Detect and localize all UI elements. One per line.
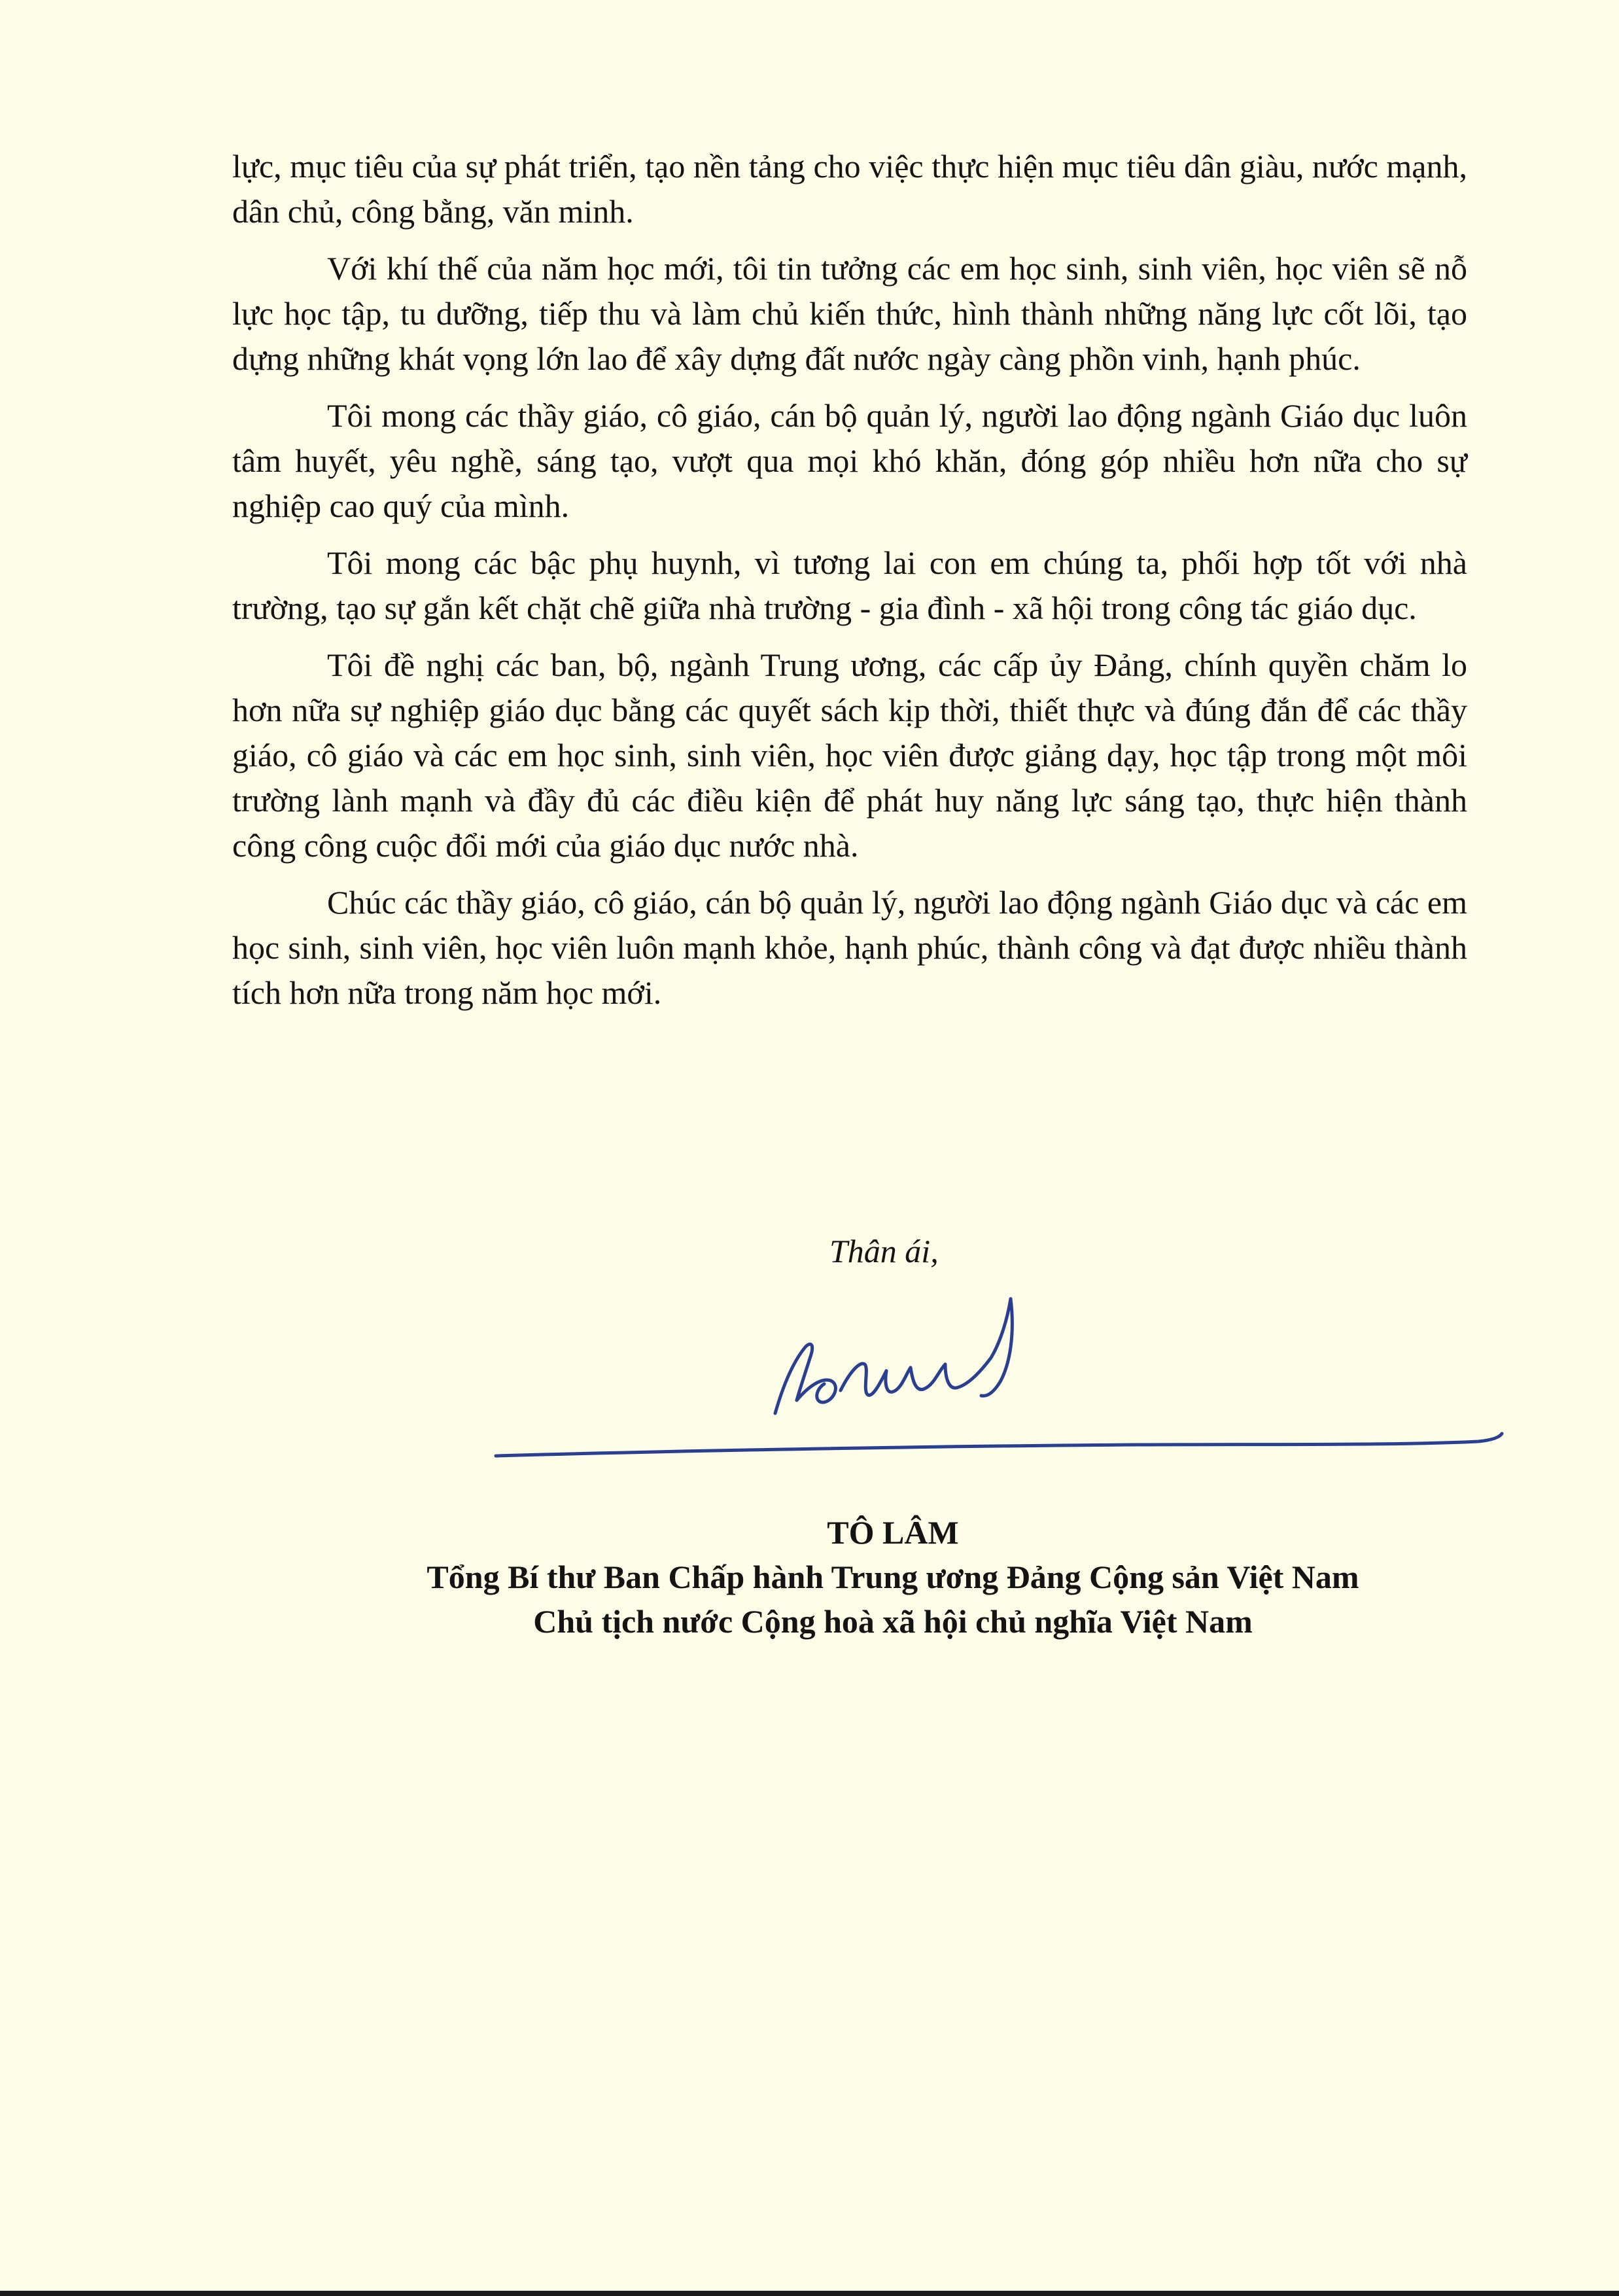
- signer-title-state: Chủ tịch nước Cộng hoà xã hội chủ nghĩa Việt Nam: [533, 1603, 1253, 1640]
- paragraph-authorities: Tôi đề nghị các ban, bộ, ngành Trung ương, các cấp ủy Đảng, chính quyền chăm lo hơn nữa sự nghiệp giáo dục bằng các quyết sách kịp thời, thiết thực và đúng đắn để các thầy giáo, cô giáo và các em học sinh, sinh viên, học viên được giảng dạy, học tập trong một môi trường lành mạnh và đầy đủ các điều kiện để phát huy năng lực sáng tạo, thực hiện thành công công cuộc đổi mới của giáo dục nước nhà.: [232, 646, 1467, 864]
- signer-block: [249, 1510, 1537, 1644]
- paragraph-parents: Tôi mong các bậc phụ huynh, vì tương lai con em chúng ta, phối hợp tốt với nhà trường, tạo sự gắn kết chặt chẽ giữa nhà trường - gia đình - xã hội trong công tác giáo dục.: [232, 544, 1467, 626]
- paragraph-wishes: Chúc các thầy giáo, cô giáo, cán bộ quản lý, người lao động ngành Giáo dục và các em học sinh, sinh viên, học viên luôn mạnh khỏe, hạnh phúc, thành công và đạt được nhiều thành tích hơn nữa trong năm học mới.: [232, 884, 1467, 1011]
- paragraph-teachers: Tôi mong các thầy giáo, cô giáo, cán bộ quản lý, người lao động ngành Giáo dục luôn tâm huyết, yêu nghề, sáng tạo, vượt qua mọi khó khăn, đóng góp nhiều hơn nữa cho sự nghiệp cao quý của mình.: [232, 397, 1467, 524]
- paragraph-continuation: lực, mục tiêu của sự phát triển, tạo nền tảng cho việc thực hiện mục tiêu dân giàu, nước mạnh, dân chủ, công bằng, văn minh.: [232, 148, 1467, 230]
- signer-name: TÔ LÂM: [827, 1514, 959, 1551]
- closing-salutation: Thân ái,: [829, 1233, 939, 1269]
- handwritten-signature: [484, 1266, 1505, 1462]
- letter-body: [232, 144, 1467, 1027]
- scan-bottom-edge: [0, 2291, 1619, 2296]
- paragraph-students: Với khí thế của năm học mới, tôi tin tưởng các em học sinh, sinh viên, học viên sẽ nỗ lực học tập, tu dưỡng, tiếp thu và làm chủ kiến thức, hình thành những năng lực cốt lõi, tạo dựng những khát vọng lớn lao để xây dựng đất nước ngày càng phồn vinh, hạnh phúc.: [232, 250, 1467, 377]
- signer-title-party: Tổng Bí thư Ban Chấp hành Trung ương Đảng Cộng sản Việt Nam: [427, 1559, 1359, 1595]
